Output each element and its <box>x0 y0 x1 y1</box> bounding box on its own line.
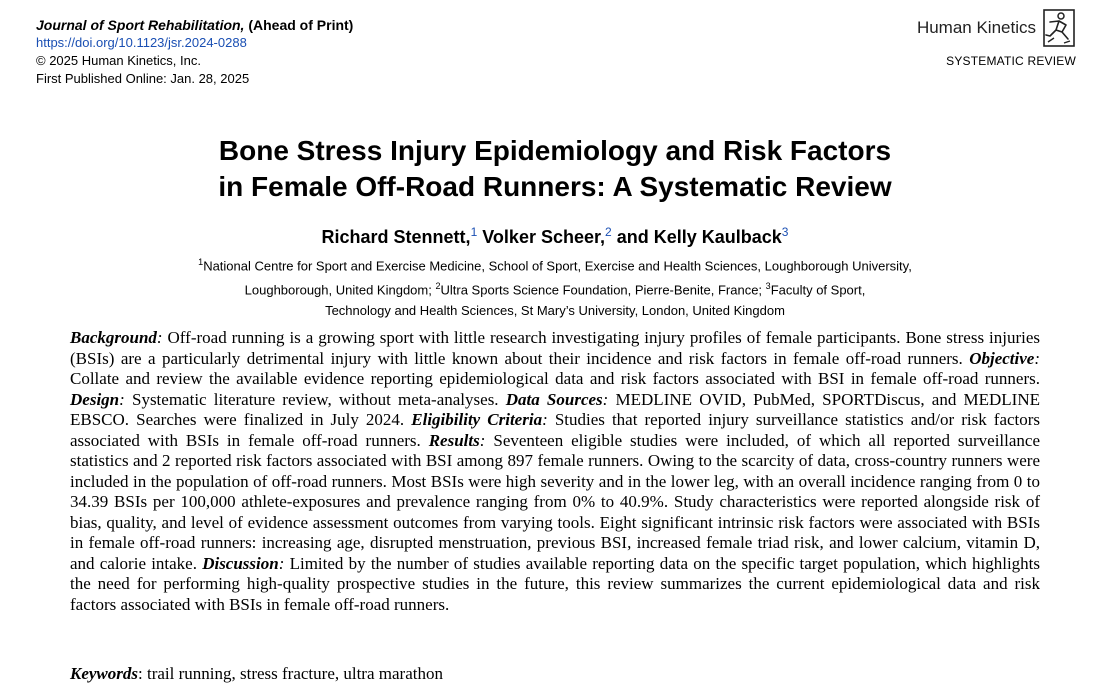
author-affiliation-ref[interactable]: 2 <box>605 225 612 239</box>
author-name: Volker Scheer, <box>482 227 606 247</box>
abstract-label-eligibility: Eligibility Criteria <box>411 410 543 429</box>
article-type-label: SYSTEMATIC REVIEW <box>946 54 1076 68</box>
journal-name: Journal of Sport Rehabilitation, <box>36 17 245 33</box>
abstract: Background: Off-road running is a growing sport with little research investigating injury profiles of female participants. Bone stress injuries (BSIs) are a particularly detrimental injury with little known about their incidence and risk factors in female off-road runners. Objective: Collate and review the available evidence reporting epidemiological data and risk factors associated with BSI in female off-road runners. Design: Systematic literature review, without meta-analyses. Data Sources: MEDLINE OVID, PubMed, SPORTDiscus, and MEDLINE EBSCO. Searches were finalized in July 2024. Eligibility Criteria: Studies that reported injury surveillance statistics and/or risk factors associated with BSIs in female off-road runners. Results: Seventeen eligible studies were included, of which all reported surveillance statistics and 2 reported risk factors associated with BSI among 897 female runners. Owing to the scarcity of data, cross-country runners were included in the population of off-road runners. Most BSIs were high severity and in the lower leg, with an overall incidence ranging from 0 to 34.39 BSIs per 100,000 athlete-exposures and prevalence ranging from 0% to 40.9%. Study characteristics were reported alongside risk of bias, quality, and level of evidence assessment outcomes from varying tools. Eight significant intrinsic risk factors were associated with BSIs in female off-road runners: increasing age, disrupted menstruation, previous BSI, increased female triad risk, and lower calcium, vitamin D, and calorie intake. Discussion: Limited by the number of studies available reporting data on the specific target population, which highlights the need for performing high-quality prospective studies in the future, this review summarizes the current epidemiological data and risk factors associated with BSIs in female off-road runners. <box>70 328 1041 614</box>
abstract-label-data-sources: Data Sources <box>505 389 603 409</box>
keywords: Keywords: trail running, stress fracture, ultra marathon <box>70 664 443 683</box>
journal-citation <box>36 16 353 34</box>
author-name: Richard Stennett, <box>321 227 471 247</box>
abstract-results-text: Seventeen eligible studies were included, of which all reported surveillance statistics and 2 reported risk factors associated with BSI among 897 female runners. Owing to the scarcity of data, cross-country runners were included in the population of off-road runners. Most BSIs were high severity and in the lower leg, with an overall incidence ranging from 0 to 34.39 BSIs per 100,000 athlete-exposures and prevalence ranging from 0% to 40.9%. Study characteristics were reported alongside risk of bias, quality, and level of evidence assessment outcomes from varying tools. Eight significant intrinsic risk factors were associated with BSIs in female off-road runners: increasing age, disrupted menstruation, previous BSI, increased female triad risk, and lower calcium, vitamin D, and calorie intake. <box>70 430 1041 573</box>
abstract-label-background: Background <box>70 328 157 347</box>
abstract-background-text: Off-road running is a growing sport with little research investigating injury profiles of female participants. Bone stress injuries (BSIs) are a particularly detrimental injury with little known about their incidence and risk factors in female off-road runners. <box>70 328 1040 368</box>
author-list <box>0 225 1110 248</box>
copyright-line: © 2025 Human Kinetics, Inc. <box>36 53 201 68</box>
publisher-block <box>917 8 1076 68</box>
journal-status: (Ahead of Print) <box>248 17 354 33</box>
abstract-label-discussion: Discussion <box>202 553 279 573</box>
title-line-1: Bone Stress Injury Epidemiology and Risk Factors <box>218 135 892 166</box>
article-metadata <box>36 16 353 88</box>
article-title <box>0 133 1110 205</box>
doi-link[interactable]: https://doi.org/10.1123/jsr.2024-0288 <box>36 35 247 50</box>
abstract-label-objective: Objective <box>969 348 1035 368</box>
title-line-2: in Female Off-Road Runners: A Systematic Review <box>218 171 892 202</box>
publisher-name: Human Kinetics <box>916 18 1036 37</box>
author-affiliation-ref[interactable]: 3 <box>781 225 789 239</box>
abstract-data-sources-text: MEDLINE OVID, PubMed, SPORTDiscus, and MEDLINE EBSCO. Searches were finalized in July 2024. <box>70 389 1040 429</box>
author-affiliation-ref[interactable]: 1 <box>470 225 478 239</box>
keywords-label: Keywords <box>70 664 138 683</box>
abstract-design-text: Systematic literature review, without meta-analyses. <box>131 389 499 409</box>
abstract-label-results: Results <box>428 430 480 450</box>
abstract-objective-text: Collate and review the available evidence reporting epidemiological data and risk factors associated with BSI in female off-road runners. <box>70 369 1040 388</box>
first-published-line: First Published Online: Jan. 28, 2025 <box>36 71 250 86</box>
author-name: and Kelly Kaulback <box>616 227 782 247</box>
affiliations: $^1$National Centre for Sport and Exercise Medicine, School of Sport, Exercise and Health Sciences, Loughborough University, Loughborough, United Kingdom; $^2$Ultra Sports Science Foundation, Pierre-Benite, France; $^3$Faculty of Sport, Technology and Health Sciences, St Mary’s University, London, United Kingdom <box>198 257 912 318</box>
abstract-discussion-text: Limited by the number of studies available reporting data on the specific target population, which highlights the need for performing high-quality prospective studies in the future, this review summarizes the current epidemiological data and risk factors associated with BSIs in female off-road runners. <box>70 553 1041 614</box>
human-kinetics-logo-icon <box>1042 8 1076 48</box>
keywords-text: trail running, stress fracture, ultra marathon <box>146 664 443 683</box>
abstract-label-design: Design <box>70 389 120 409</box>
abstract-eligibility-text: Studies that reported injury surveillance statistics and/or risk factors associated with BSIs in female off-road runners. <box>70 410 1041 450</box>
